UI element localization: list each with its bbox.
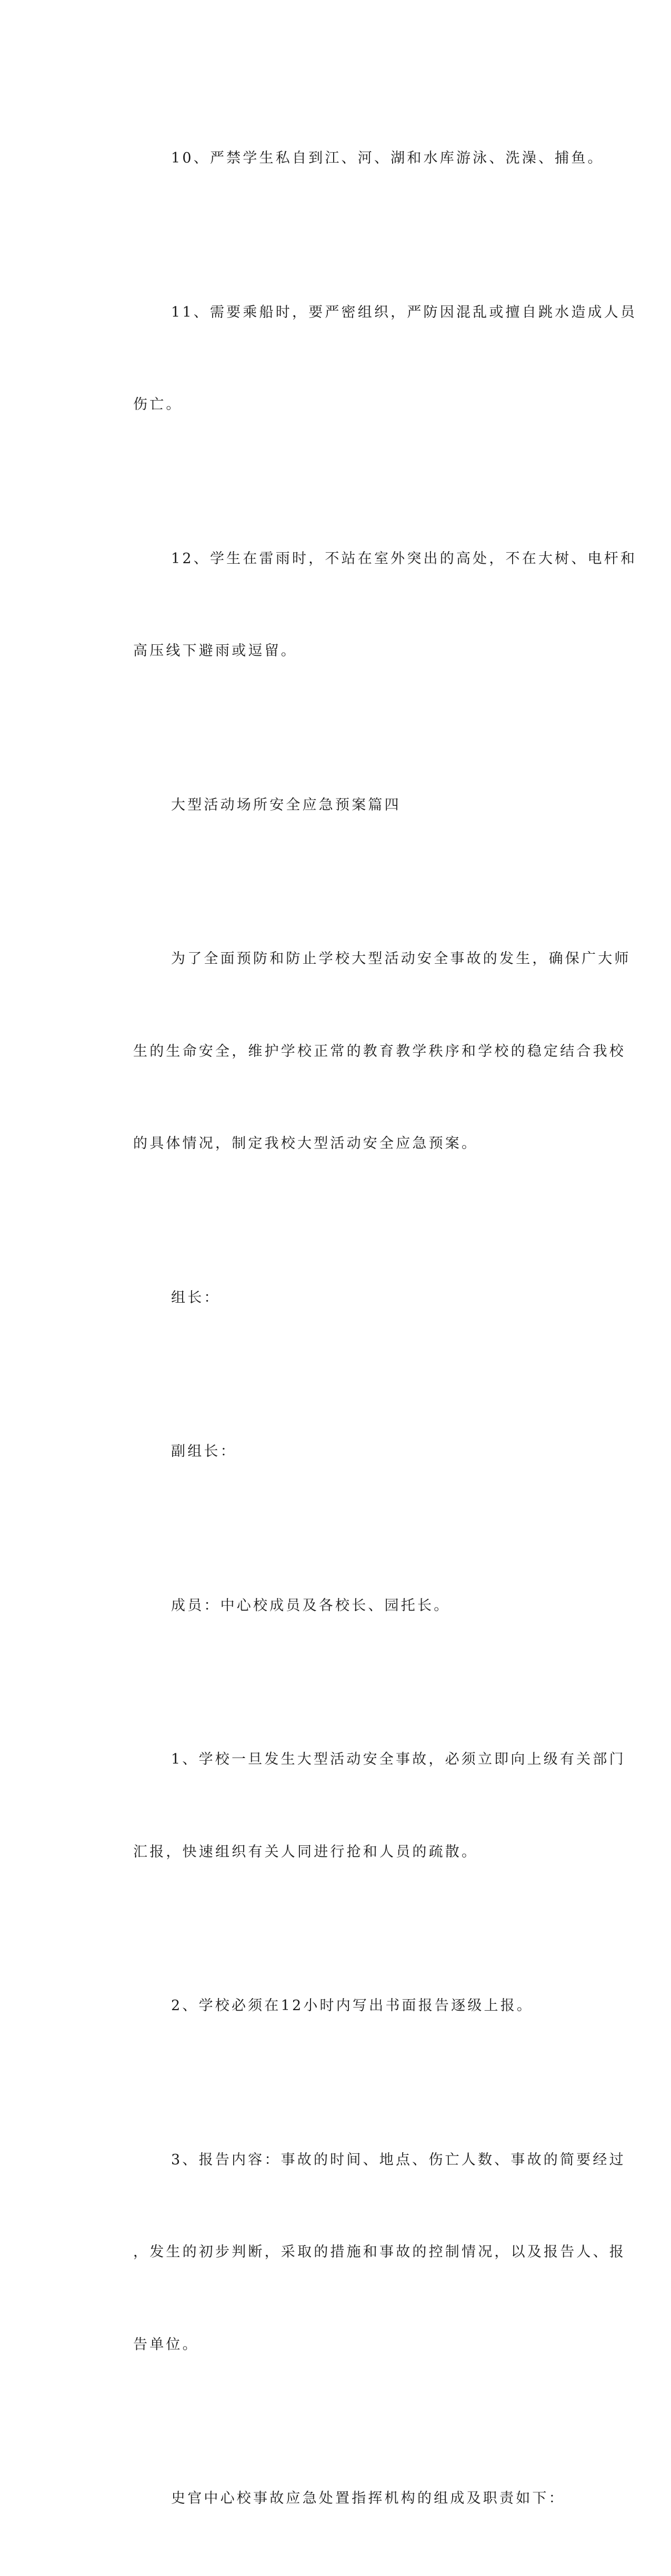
paragraph-members [95, 1529, 548, 1683]
text-line: 高压线下避雨或逗留。 [133, 643, 297, 659]
text-line: 组长： [171, 1289, 221, 1306]
paragraph-rule-11 [95, 236, 637, 482]
text-line: 12、学生在雷雨时，不站在室外突出的高处，不在大树、电杆和 [171, 550, 637, 567]
text-line: 11、需要乘船时，要严密组织，严防因混乱或擅自跳水造成人员 [171, 304, 637, 321]
text-line: 3、报告内容：事故的时间、地点、伤亡人数、事故的简要经过 [171, 2151, 626, 2168]
text-line: 汇报，快速组织有关人同进行抢和人员的疏散。 [133, 1843, 478, 1860]
paragraph-command-structure [95, 2422, 565, 2576]
paragraph-group-leader [95, 1221, 548, 1375]
text-line: 伤亡。 [133, 396, 183, 413]
text-line: 大型活动场所安全应急预案篇四 [171, 796, 401, 813]
text-line: 生的生命安全，维护学校正常的教育教学秩序和学校的稳定结合我校 [133, 1043, 626, 1060]
paragraph-rule-10 [95, 82, 604, 236]
document-body [95, 82, 637, 2576]
paragraph-step-2 [95, 1929, 548, 2083]
paragraph-step-3 [95, 2083, 626, 2422]
paragraph-intro [95, 882, 631, 1221]
text-line: 的具体情况，制定我校大型活动安全应急预案。 [133, 1135, 478, 1152]
text-line: 副组长： [171, 1443, 237, 1460]
paragraph-rule-12 [95, 482, 637, 728]
paragraph-deputy-leader [95, 1375, 548, 1529]
text-line: 史官中心校事故应急处置指挥机构的组成及职责如下： [171, 2490, 565, 2507]
text-line: 为了全面预防和防止学校大型活动安全事故的发生，确保广大师 [171, 951, 631, 967]
text-line: 告单位。 [133, 2336, 199, 2353]
text-line: 成员：中心校成员及各校长、园托长。 [171, 1597, 450, 1614]
text-line: 10、严禁学生私自到江、河、湖和水库游泳、洗澡、捕鱼。 [171, 150, 604, 166]
text-line: ，发生的初步判断，采取的措施和事故的控制情况，以及报告人、报 [133, 2244, 626, 2260]
text-line: 2、学校必须在12小时内写出书面报告逐级上报。 [171, 1998, 534, 2014]
section-heading [95, 728, 548, 883]
paragraph-step-1 [95, 1683, 626, 1929]
text-line: 1、学校一旦发生大型活动安全事故，必须立即向上级有关部门 [171, 1751, 626, 1768]
